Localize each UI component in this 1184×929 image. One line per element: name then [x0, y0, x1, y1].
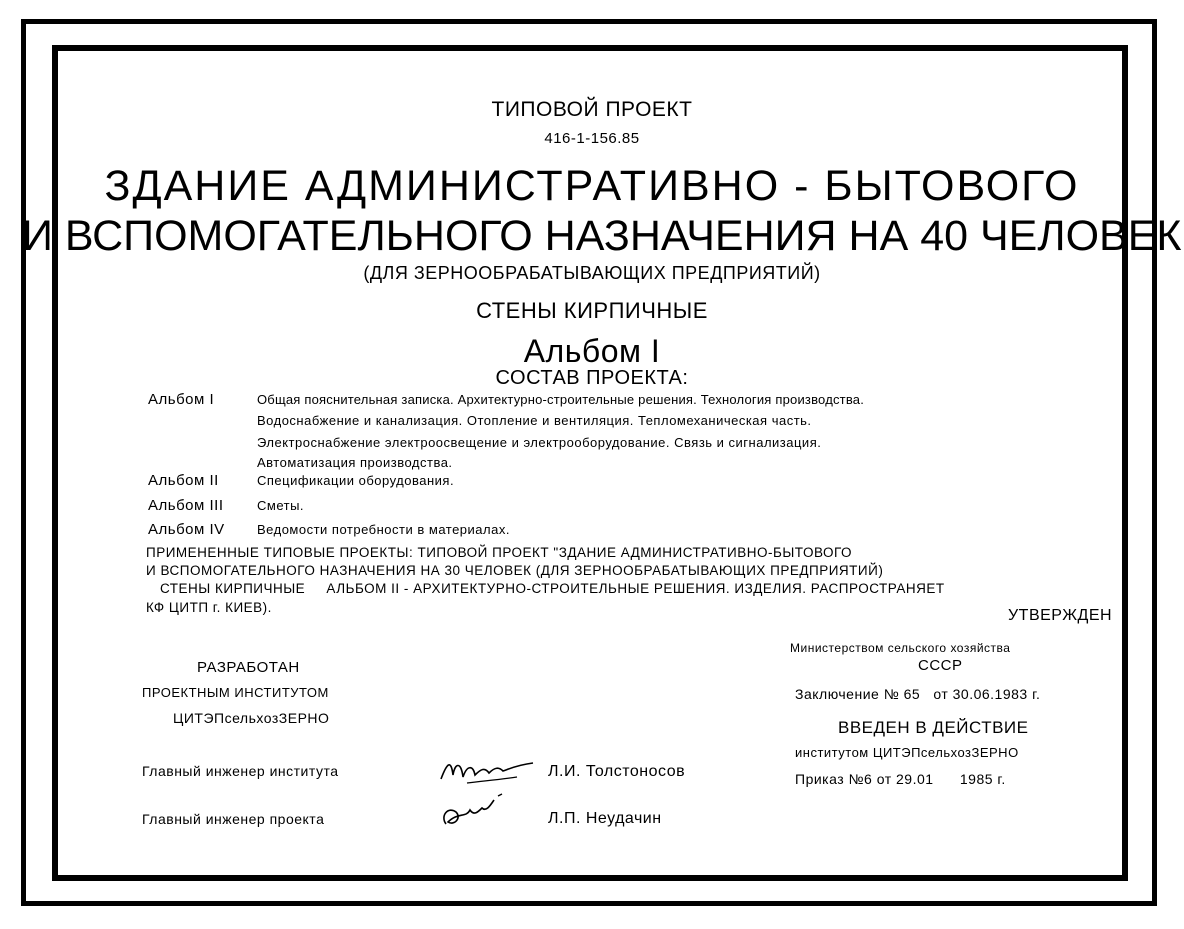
album-1-line-3: Электроснабжение электроосвещение и электрооборудование. Связь и сигнализация. — [257, 435, 822, 450]
album-1-label: Альбом I — [148, 391, 215, 408]
album-3-line-1: Сметы. — [257, 498, 305, 513]
walls-title: СТЕНЫ КИРПИЧНЫЕ — [476, 298, 708, 323]
title-subtitle: (ДЛЯ ЗЕРНООБРАБАТЫВАЮЩИХ ПРЕДПРИЯТИЙ) — [363, 263, 821, 283]
applied-line-3: СТЕНЫ КИРПИЧНЫЕ АЛЬБОМ II - АРХИТЕКТУРНО-СТРОИТЕЛЬНЫЕ РЕШЕНИЯ. ИЗДЕЛИЯ. РАСПРОСТРАНЯЕТ — [160, 581, 945, 596]
applied-line-1: ПРИМЕНЕННЫЕ ТИПОВЫЕ ПРОЕКТЫ: ТИПОВОЙ ПРОЕКТ "ЗДАНИЕ АДМИНИСТРАТИВНО-БЫТОВОГО — [146, 545, 853, 560]
enacted-order: Приказ №6 от 29.01 1985 г. — [795, 771, 1006, 787]
signature-image-1 — [437, 753, 537, 789]
chief-institute-name: Л.И. Толстоносов — [548, 763, 686, 780]
enacted-heading: ВВЕДЕН В ДЕЙСТВИЕ — [838, 718, 1029, 737]
title-line-2: И ВСПОМОГАТЕЛЬНОГО НАЗНАЧЕНИЯ НА 40 ЧЕЛОВЕК — [22, 212, 1182, 260]
chief-project-label: Главный инженер проекта — [142, 811, 325, 827]
applied-line-4: КФ ЦИТП г. КИЕВ). — [146, 600, 272, 615]
developed-org: ЦИТЭПсельхозЗЕРНО — [173, 710, 330, 726]
album-2-line-1: Спецификации оборудования. — [257, 473, 455, 488]
album-3-label: Альбом III — [148, 497, 224, 514]
enacted-by: институтом ЦИТЭПсельхозЗЕРНО — [795, 745, 1019, 760]
project-type: ТИПОВОЙ ПРОЕКТ — [491, 98, 693, 121]
signature-image-2 — [436, 792, 516, 832]
developed-heading: РАЗРАБОТАН — [197, 659, 300, 676]
album-title: Альбом I — [523, 333, 661, 369]
applied-line-2: И ВСПОМОГАТЕЛЬНОГО НАЗНАЧЕНИЯ НА 30 ЧЕЛОВЕК (ДЛЯ ЗЕРНООБРАБАТЫВАЮЩИХ ПРЕДПРИЯТИЙ) — [146, 563, 884, 578]
developed-by: ПРОЕКТНЫМ ИНСТИТУТОМ — [142, 685, 329, 700]
album-2-label: Альбом II — [148, 472, 219, 489]
album-1-line-1: Общая пояснительная записка. Архитектурно-строительные решения. Технология производства. — [257, 392, 865, 407]
album-4-label: Альбом IV — [148, 521, 225, 538]
title-line-1: ЗДАНИЕ АДМИНИСТРАТИВНО - БЫТОВОГО — [104, 162, 1080, 210]
chief-institute-label: Главный инженер института — [142, 763, 339, 779]
album-1-line-4: Автоматизация производства. — [257, 455, 453, 470]
approved-conclusion: Заключение № 65 от 30.06.1983 г. — [795, 686, 1041, 702]
chief-project-name: Л.П. Неудачин — [548, 810, 662, 827]
project-code: 416-1-156.85 — [544, 130, 640, 147]
approved-by-2: СССР — [918, 657, 963, 674]
composition-heading: СОСТАВ ПРОЕКТА: — [495, 367, 689, 389]
album-4-line-1: Ведомости потребности в материалах. — [257, 522, 510, 537]
approved-by-1: Министерством сельского хозяйства — [790, 641, 1011, 655]
album-1-line-2: Водоснабжение и канализация. Отопление и вентиляция. Тепломеханическая часть. — [257, 413, 812, 428]
approved-heading: УТВЕРЖДЕН — [1008, 607, 1113, 624]
